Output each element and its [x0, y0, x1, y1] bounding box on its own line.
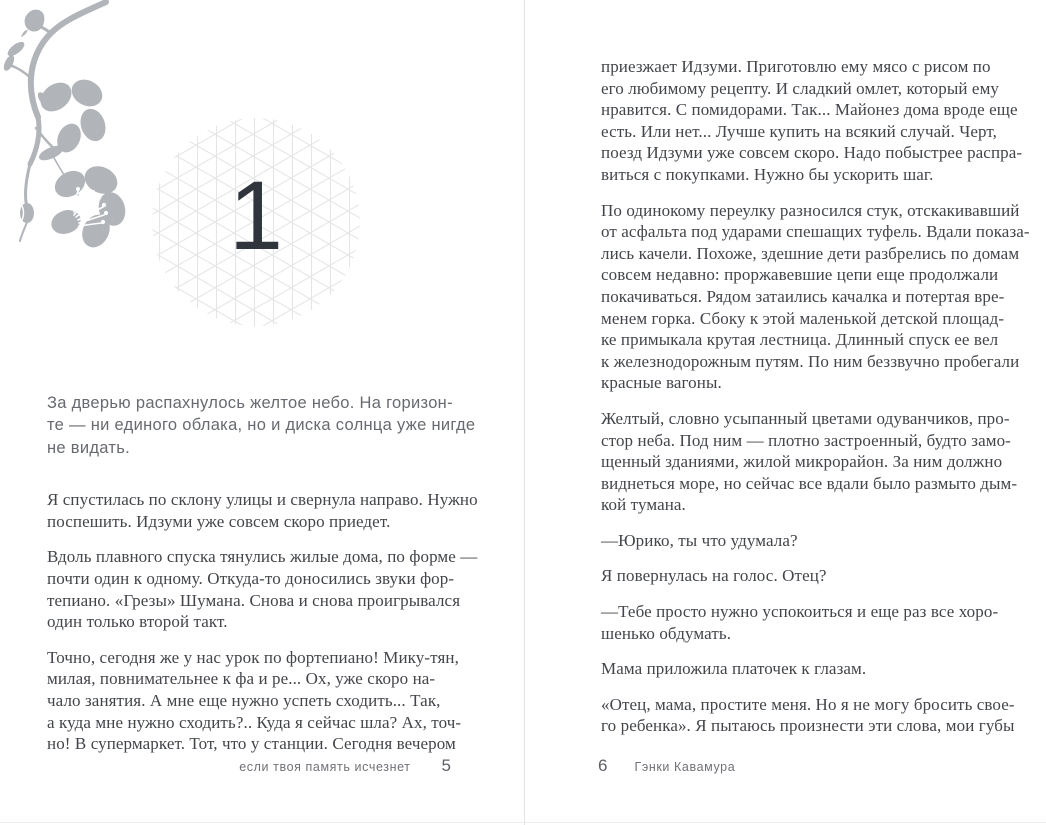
paragraph: По одинокому переулку разносился стук, отскакивавший от асфальта под ударами спешащих туфель. Вдали показа- лись качели. Похоже, здешние дети разбрелись по домам совсем недавно: проржавевшие цепи еще продолжали покачиваться. Рядом затаились качалка и потертая вре- менем горка. Сбоку к этой маленькой детской площад- ке примыкала крутая лестница. Длинный спуск ее вел к железнодорожным путям. По ним беззвучно пробегали красные вагоны. — [601, 200, 1030, 393]
running-title: если твоя память исчезнет — [239, 760, 411, 774]
plum-blossom-branch-icon — [0, 0, 140, 260]
chapter-ornament — [150, 116, 362, 328]
bottom-edge-line — [0, 822, 1046, 823]
paragraph: —Тебе просто нужно успокоиться и еще раз все хоро- шенько обдумать. — [601, 602, 999, 643]
paragraph: Желтый, словно усыпанный цветами одуванчиков, про- стор неба. Под ним — плотно застроенный, будто замо- щенный зданиями, жилой микрорайон. За ним должно виднеться море, но сейчас все вдали было размыто дым- кой тумана. — [601, 408, 1018, 515]
chapter-number: 1 — [229, 160, 283, 270]
paragraph: Вдоль плавного спуска тянулись жилые дома, по форме — почти один к одному. Откуда-то доносились звуки фор- тепиано. «Грезы» Шумана. Снова и снова проигрывался один только второй такт. — [47, 547, 478, 632]
paragraph: «Отец, мама, простите меня. Но я не могу бросить свое- го ребенка». Я пытаюсь произнести эти слова, мои губы — [601, 694, 1015, 736]
paragraph: Я спустилась по склону улицы и свернула направо. Нужно поспешить. Идзуми уже совсем скоро приедет. — [47, 490, 478, 531]
paragraph: приезжает Идзуми. Приготовлю ему мясо с рисом по его любимому рецепту. И сладкий омлет, который ему нравится. С помидорами. Так... Майонез дома вроде еще есть. Или нет... Лучше купить на всякий случай. Черт, поезд Идзуми уже совсем скоро. Надо побыстрее распра- виться с покупками. Нужно бы ускорить шаг. — [601, 57, 1023, 184]
author-name: Гэнки Кавамура — [634, 760, 736, 774]
left-page-footer — [47, 756, 451, 776]
left-page-number: 5 — [441, 756, 451, 775]
paragraph: За дверью распахнулось желтое небо. На горизон- те — ни единого облака, но и диска солнца уже нигде не видать. — [47, 394, 476, 457]
page-divider — [524, 0, 525, 825]
paragraph: Точно, сегодня же у нас урок по фортепиано! Мику-тян, милая, повнимательнее к фа и ре... Ох, уже скоро на- чало занятия. А мне еще нужно успеть сходить... Так, а куда мне нужно сходить?.. Куда я сейчас шла? Ах, точ- но! В супермаркет. Тот, что у станции. Сегодня вечером — [47, 647, 462, 754]
paragraph: Мама приложила платочек к глазам. — [601, 659, 867, 679]
right-page-number: 6 — [598, 756, 608, 775]
right-page-text — [601, 56, 1043, 751]
paragraph: Я повернулась на голос. Отец? — [601, 566, 827, 586]
paragraph: —Юрико, ты что удумала? — [601, 530, 798, 550]
left-page-text — [47, 392, 507, 769]
right-page-footer — [598, 756, 735, 776]
